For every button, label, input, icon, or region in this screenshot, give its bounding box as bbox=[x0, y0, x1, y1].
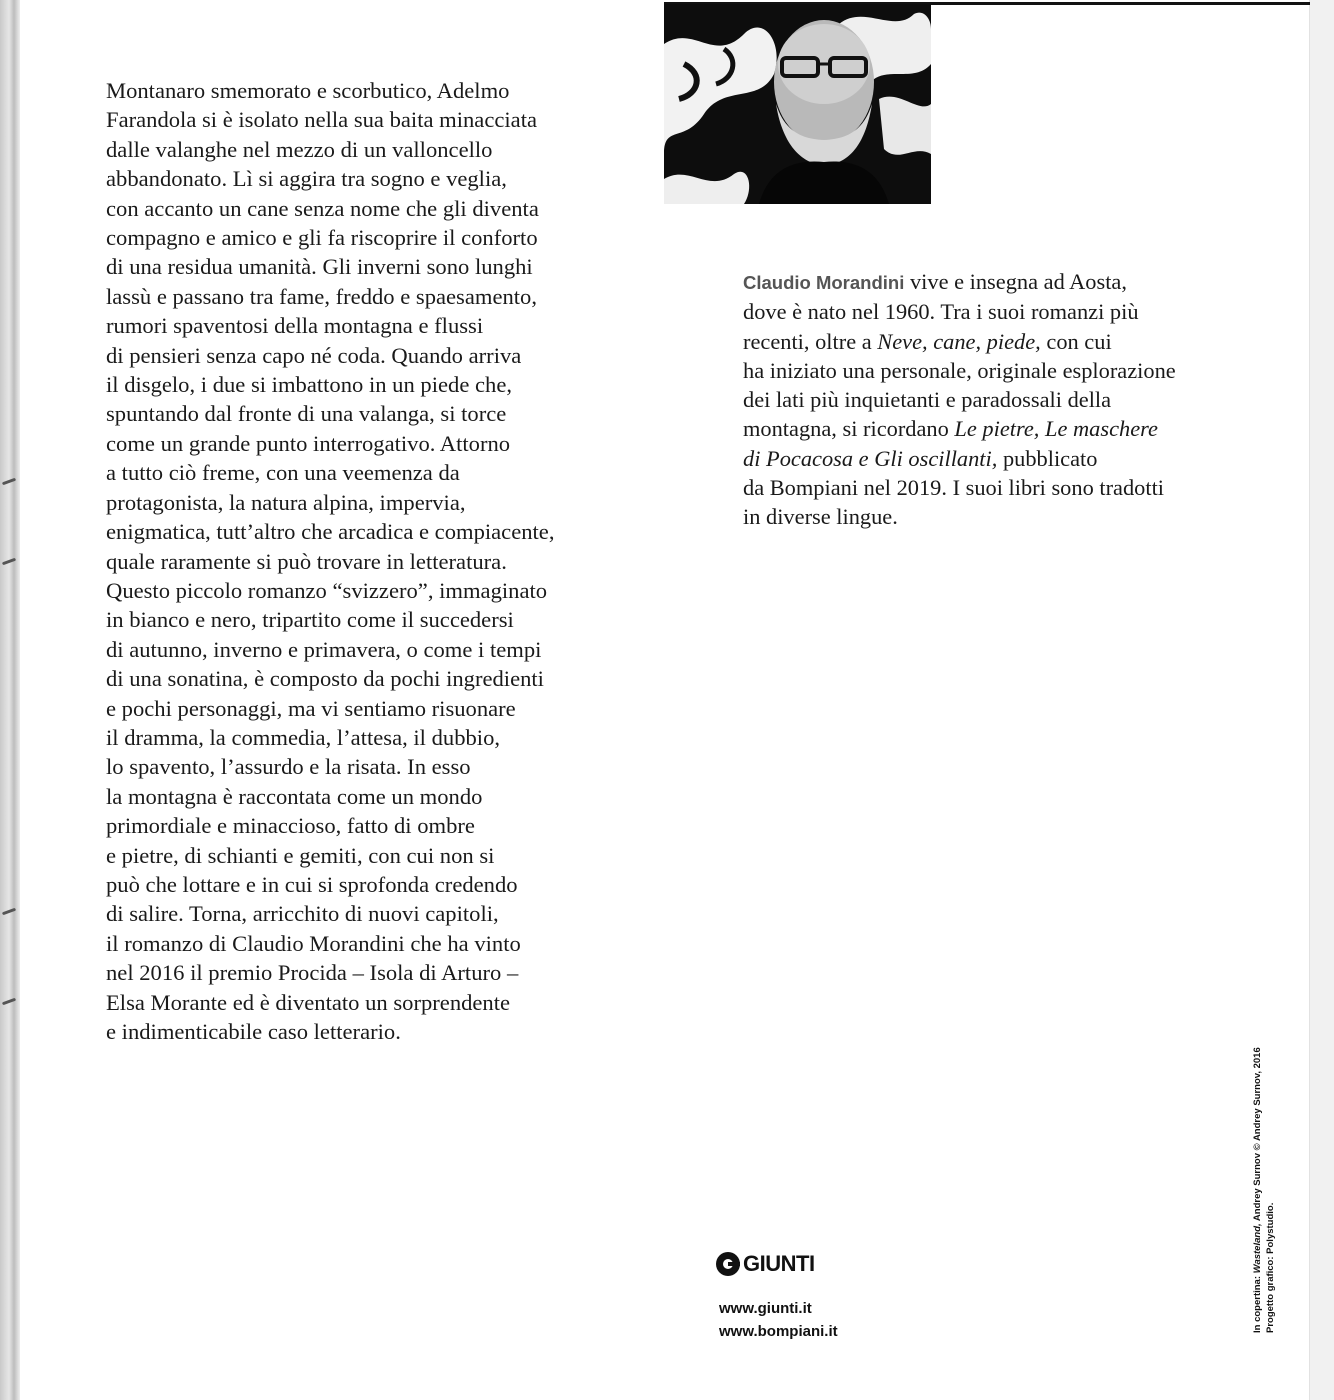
author-photo bbox=[664, 4, 931, 204]
publisher-logo bbox=[716, 1251, 815, 1277]
blurb-line: e pochi personaggi, ma vi sentiamo risuonare bbox=[106, 695, 516, 721]
blurb-line: enigmatica, tutt’altro che arcadica e compiacente, bbox=[106, 519, 555, 545]
blurb-line: Farandola si è isolato nella sua baita minacciata bbox=[106, 107, 538, 133]
blurb-line: di pensieri senza capo né coda. Quando arriva bbox=[106, 342, 522, 368]
author-bio: Claudio Morandini vive e insegna ad Aosta, dove è nato nel 1960. Tra i suoi romanzi più recenti, oltre a Neve, cane, piede, con cui ha iniziato una personale, originale esplorazione dei lati più inquietanti e paradossali della montagna, si ricordano Le pietre, Le maschere di Pocacosa e Gli oscillanti, pubblicato da Bompiani nel 2019. I suoi libri sono tradotti in diverse lingue. bbox=[743, 269, 1176, 530]
blurb-line: di una sonatina, è composto da pochi ingredienti bbox=[106, 666, 544, 692]
blurb-line: quale raramente si può trovare in letteratura. bbox=[106, 548, 507, 574]
blurb-line: di salire. Torna, arricchito di nuovi capitoli, bbox=[106, 901, 499, 927]
cover-spine-edge bbox=[0, 0, 20, 1400]
book-blurb bbox=[106, 76, 646, 1046]
blurb-line: il dramma, la commedia, l’attesa, il dubbio, bbox=[106, 724, 501, 750]
blurb-line: Elsa Morante ed è diventato un sorprendente bbox=[106, 989, 511, 1015]
author-portrait-icon bbox=[664, 4, 931, 204]
cover-right-edge bbox=[1309, 0, 1334, 1400]
blurb-line: dalle valanghe nel mezzo di un valloncello bbox=[106, 136, 493, 162]
blurb-line: il disgelo, i due si imbattono in un piede che, bbox=[106, 372, 512, 398]
book-title: Le pietre, Le maschere bbox=[954, 416, 1158, 442]
blurb-line: compagno e amico e gli fa riscoprire il conforto bbox=[106, 225, 538, 251]
blurb-line: come un grande punto interrogativo. Attorno bbox=[106, 430, 511, 456]
blurb-line: e pietre, di schianti e gemiti, con cui non si bbox=[106, 842, 495, 868]
publisher-name: GIUNTI bbox=[743, 1251, 815, 1276]
author-name: Claudio Morandini bbox=[743, 272, 905, 293]
blurb-line: lo spavento, l’assurdo e la risata. In esso bbox=[106, 754, 471, 780]
blurb-line: Montanaro smemorato e scorbutico, Adelmo bbox=[106, 78, 510, 103]
url-giunti[interactable]: www.giunti.it bbox=[719, 1300, 812, 1317]
blurb-line: protagonista, la natura alpina, impervia, bbox=[106, 489, 466, 515]
blurb-line: con accanto un cane senza nome che gli diventa bbox=[106, 195, 539, 221]
blurb-line: la montagna è raccontata come un mondo bbox=[106, 783, 483, 809]
book-title: di Pocacosa e Gli oscillanti, bbox=[743, 445, 998, 471]
blurb-line: primordiale e minaccioso, fatto di ombre bbox=[106, 813, 475, 839]
url-bompiani[interactable]: www.bompiani.it bbox=[719, 1323, 838, 1340]
blurb-line: nel 2016 il premio Procida – Isola di Arturo – bbox=[106, 960, 519, 986]
cover-credits: In copertina: Wasteland, Andrey Surnov © Andrey Surnov, 2016 Progetto grafico: Polystudio. bbox=[1252, 1047, 1276, 1333]
book-title: Neve, cane, piede, bbox=[877, 328, 1041, 354]
blurb-line: in bianco e nero, tripartito come il succedersi bbox=[106, 607, 514, 633]
blurb-line: abbandonato. Lì si aggira tra sogno e veglia, bbox=[106, 166, 507, 192]
blurb-line: di una residua umanità. Gli inverni sono lunghi bbox=[106, 254, 533, 280]
blurb-line: di autunno, inverno e primavera, o come i tempi bbox=[106, 636, 542, 662]
blurb-line: spuntando dal fronte di una valanga, si torce bbox=[106, 401, 507, 427]
blurb-line: il romanzo di Claudio Morandini che ha vinto bbox=[106, 930, 521, 956]
blurb-line: lassù e passano tra fame, freddo e spaesamento, bbox=[106, 283, 538, 309]
blurb-line: rumori spaventosi della montagna e flussi bbox=[106, 313, 484, 339]
giunti-g-icon bbox=[716, 1252, 740, 1276]
blurb-line: può che lottare e in cui si sprofonda credendo bbox=[106, 871, 518, 897]
blurb-line: Questo piccolo romanzo “svizzero”, immaginato bbox=[106, 577, 548, 603]
publisher-urls bbox=[719, 1297, 838, 1343]
blurb-line: e indimenticabile caso letterario. bbox=[106, 1019, 401, 1044]
blurb-line: a tutto ciò freme, con una veemenza da bbox=[106, 460, 460, 486]
